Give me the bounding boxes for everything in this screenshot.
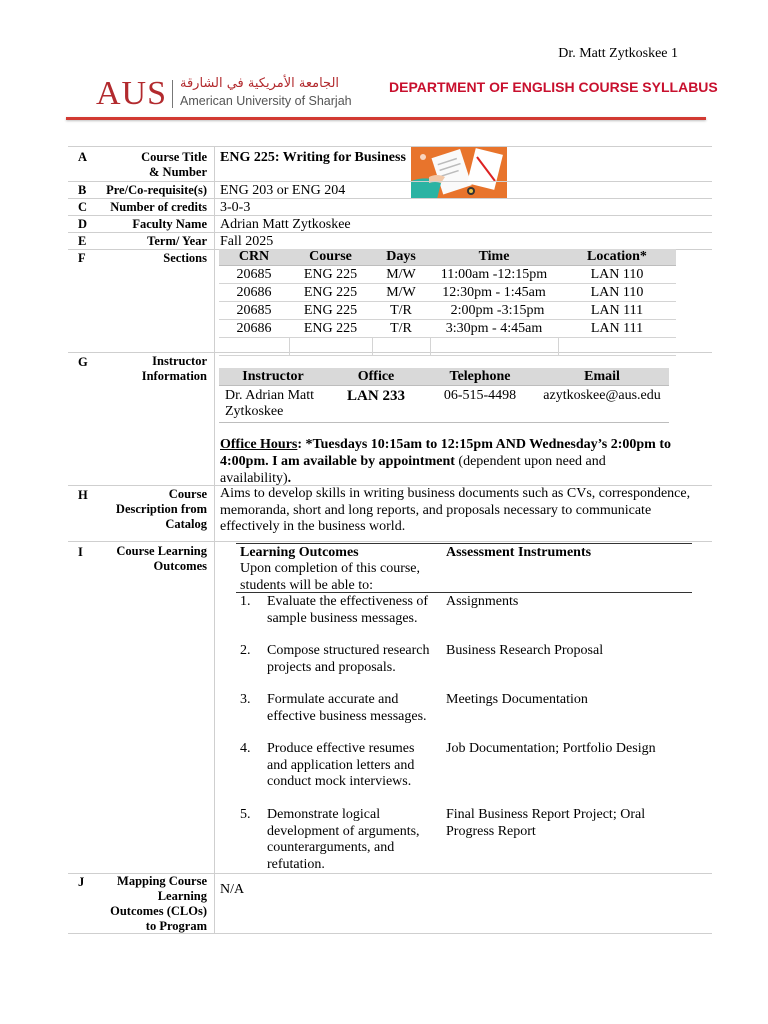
outcome-text: Formulate accurate and effective business messages. xyxy=(267,692,427,724)
row-letter-c: C xyxy=(78,200,88,214)
faculty-name-label: Faculty Name xyxy=(132,217,207,231)
section-time: 12:30pm - 1:45am xyxy=(430,284,558,302)
outcome-number: 4. xyxy=(240,741,251,756)
row-letter-e: E xyxy=(78,234,87,248)
row-letter-a: A xyxy=(78,150,88,164)
credits-value: 3-0-3 xyxy=(220,200,251,215)
outcome-text: Demonstrate logical development of arguments, counterarguments, and refutation. xyxy=(267,807,420,872)
logo-arabic-text: الجامعة الأمريكية في الشارقة xyxy=(180,76,340,91)
office-hours-label: Office Hours xyxy=(220,437,298,452)
logo-aus-text: AUS xyxy=(96,75,168,112)
term-year-value: Fall 2025 xyxy=(220,234,274,249)
row-divider xyxy=(68,198,712,199)
row-letter-f: F xyxy=(78,251,86,265)
empty-cell xyxy=(558,338,676,356)
outcome-assessment: Assignments xyxy=(446,594,519,609)
instructor-telephone: 06-515-4498 xyxy=(425,386,535,423)
section-course: ENG 225 xyxy=(289,320,372,338)
mapping-clos-label: Mapping Course Learning Outcomes (CLOs) to Program xyxy=(110,874,207,933)
page-header-author: Dr. Matt Zytkoskee 1 xyxy=(558,46,678,61)
office-hours-note: (dependent upon need and availability) xyxy=(220,454,606,486)
office-hours xyxy=(220,436,680,487)
instructor-header-name: Instructor xyxy=(219,368,327,386)
aus-logo xyxy=(96,76,396,112)
table-row xyxy=(219,266,676,284)
table-row-empty xyxy=(219,338,676,356)
column-divider xyxy=(214,146,215,933)
outcomes-header: Learning Outcomes xyxy=(240,545,359,560)
office-hours-times: : *Tuesdays 10:15am to 12:15pm AND Wednesday’s 2:00pm to 4:00pm. I am available by appointment xyxy=(220,437,671,469)
section-location: LAN 110 xyxy=(558,266,676,284)
department-title: DEPARTMENT OF ENGLISH COURSE SYLLABUS xyxy=(389,79,718,95)
prerequisite-label: Pre/Co-requisite(s) xyxy=(106,183,207,197)
row-letter-h: H xyxy=(78,488,88,502)
instructor-email[interactable]: azytkoskee@aus.edu xyxy=(535,386,669,423)
outcome-text: Compose structured research projects and proposals. xyxy=(267,643,430,675)
header-rule xyxy=(66,117,706,120)
empty-cell xyxy=(289,338,372,356)
row-divider xyxy=(68,215,712,216)
instructor-header-telephone: Telephone xyxy=(425,368,535,386)
faculty-name-value: Adrian Matt Zytkoskee xyxy=(220,217,351,232)
sections-header-crn: CRN xyxy=(219,249,289,266)
table-row xyxy=(219,386,669,423)
section-location: LAN 111 xyxy=(558,302,676,320)
section-time: 2:00pm -3:15pm xyxy=(430,302,558,320)
section-crn: 20685 xyxy=(219,302,289,320)
table-top-rule xyxy=(68,146,712,147)
outcome-number: 2. xyxy=(240,643,251,658)
sections-header-time: Time xyxy=(430,249,558,266)
outcome-number: 3. xyxy=(240,692,251,707)
section-course: ENG 225 xyxy=(289,302,372,320)
row-letter-i: I xyxy=(78,545,83,559)
row-letter-b: B xyxy=(78,183,87,197)
outcome-assessment: Final Business Report Project; Oral Progress Report xyxy=(446,807,646,839)
section-days: T/R xyxy=(372,302,430,320)
outcome-text: Evaluate the effectiveness of sample business messages. xyxy=(267,594,429,626)
row-divider xyxy=(68,541,712,542)
outcome-text: Produce effective resumes and application letters and conduct mock interviews. xyxy=(267,741,415,789)
assessment-header: Assessment Instruments xyxy=(446,545,592,560)
table-row xyxy=(219,302,676,320)
prerequisite-value: ENG 203 or ENG 204 xyxy=(220,183,346,198)
outcome-assessment: Meetings Documentation xyxy=(446,692,588,707)
section-course: ENG 225 xyxy=(289,266,372,284)
outcome-assessment: Job Documentation; Portfolio Design xyxy=(446,741,656,756)
instructor-header-office: Office xyxy=(327,368,425,386)
instructor-office: LAN 233 xyxy=(327,386,425,423)
row-letter-d: D xyxy=(78,217,88,231)
section-days: M/W xyxy=(372,266,430,284)
section-time: 11:00am -12:15pm xyxy=(430,266,558,284)
row-divider xyxy=(68,232,712,233)
table-row xyxy=(219,284,676,302)
credits-label: Number of credits xyxy=(110,200,207,214)
empty-cell xyxy=(219,338,289,356)
office-hours-period: . xyxy=(287,471,292,486)
instructor-table xyxy=(219,368,669,423)
row-letter-j: J xyxy=(78,875,85,889)
instructor-header-email: Email xyxy=(535,368,669,386)
course-description: Aims to develop skills in writing business documents such as CVs, correspondence, memoranda, short and long reports, and proposals necessary to communicate effectively in the business world. xyxy=(220,486,691,534)
course-title-value: ENG 225: Writing for Business xyxy=(220,150,406,165)
sections-header-location: Location* xyxy=(558,249,676,266)
section-crn: 20685 xyxy=(219,266,289,284)
row-letter-g: G xyxy=(78,355,88,369)
empty-cell xyxy=(430,338,558,356)
section-days: M/W xyxy=(372,284,430,302)
row-divider xyxy=(68,181,712,182)
section-crn: 20686 xyxy=(219,284,289,302)
empty-cell xyxy=(372,338,430,356)
sections-header-days: Days xyxy=(372,249,430,266)
logo-english-text: American University of Sharjah xyxy=(180,94,352,108)
writing-illustration-image xyxy=(411,147,507,199)
section-crn: 20686 xyxy=(219,320,289,338)
outcomes-header-rule xyxy=(236,592,692,593)
course-description-label: Course Description from Catalog xyxy=(115,487,207,531)
section-location: LAN 110 xyxy=(558,284,676,302)
instructor-info-label: Instructor Information xyxy=(141,354,207,383)
course-title-label: Course Title & Number xyxy=(141,150,207,179)
sections-table xyxy=(219,249,676,356)
sections-header-course: Course xyxy=(289,249,372,266)
outcome-number: 5. xyxy=(240,807,251,822)
outcome-assessment: Business Research Proposal xyxy=(446,643,604,658)
table-row xyxy=(219,320,676,338)
learning-outcomes-label: Course Learning Outcomes xyxy=(116,544,207,573)
mapping-clos-value: N/A xyxy=(220,882,245,897)
logo-divider xyxy=(172,80,173,108)
section-course: ENG 225 xyxy=(289,284,372,302)
section-location: LAN 111 xyxy=(558,320,676,338)
section-time: 3:30pm - 4:45am xyxy=(430,320,558,338)
outcomes-top-rule xyxy=(236,543,692,544)
section-days: T/R xyxy=(372,320,430,338)
outcomes-intro: Upon completion of this course, students will be able to: xyxy=(240,561,421,593)
sections-label: Sections xyxy=(163,251,207,265)
term-year-label: Term/ Year xyxy=(147,234,207,248)
instructor-name: Dr. Adrian Matt Zytkoskee xyxy=(219,386,327,423)
outcome-number: 1. xyxy=(240,594,251,609)
